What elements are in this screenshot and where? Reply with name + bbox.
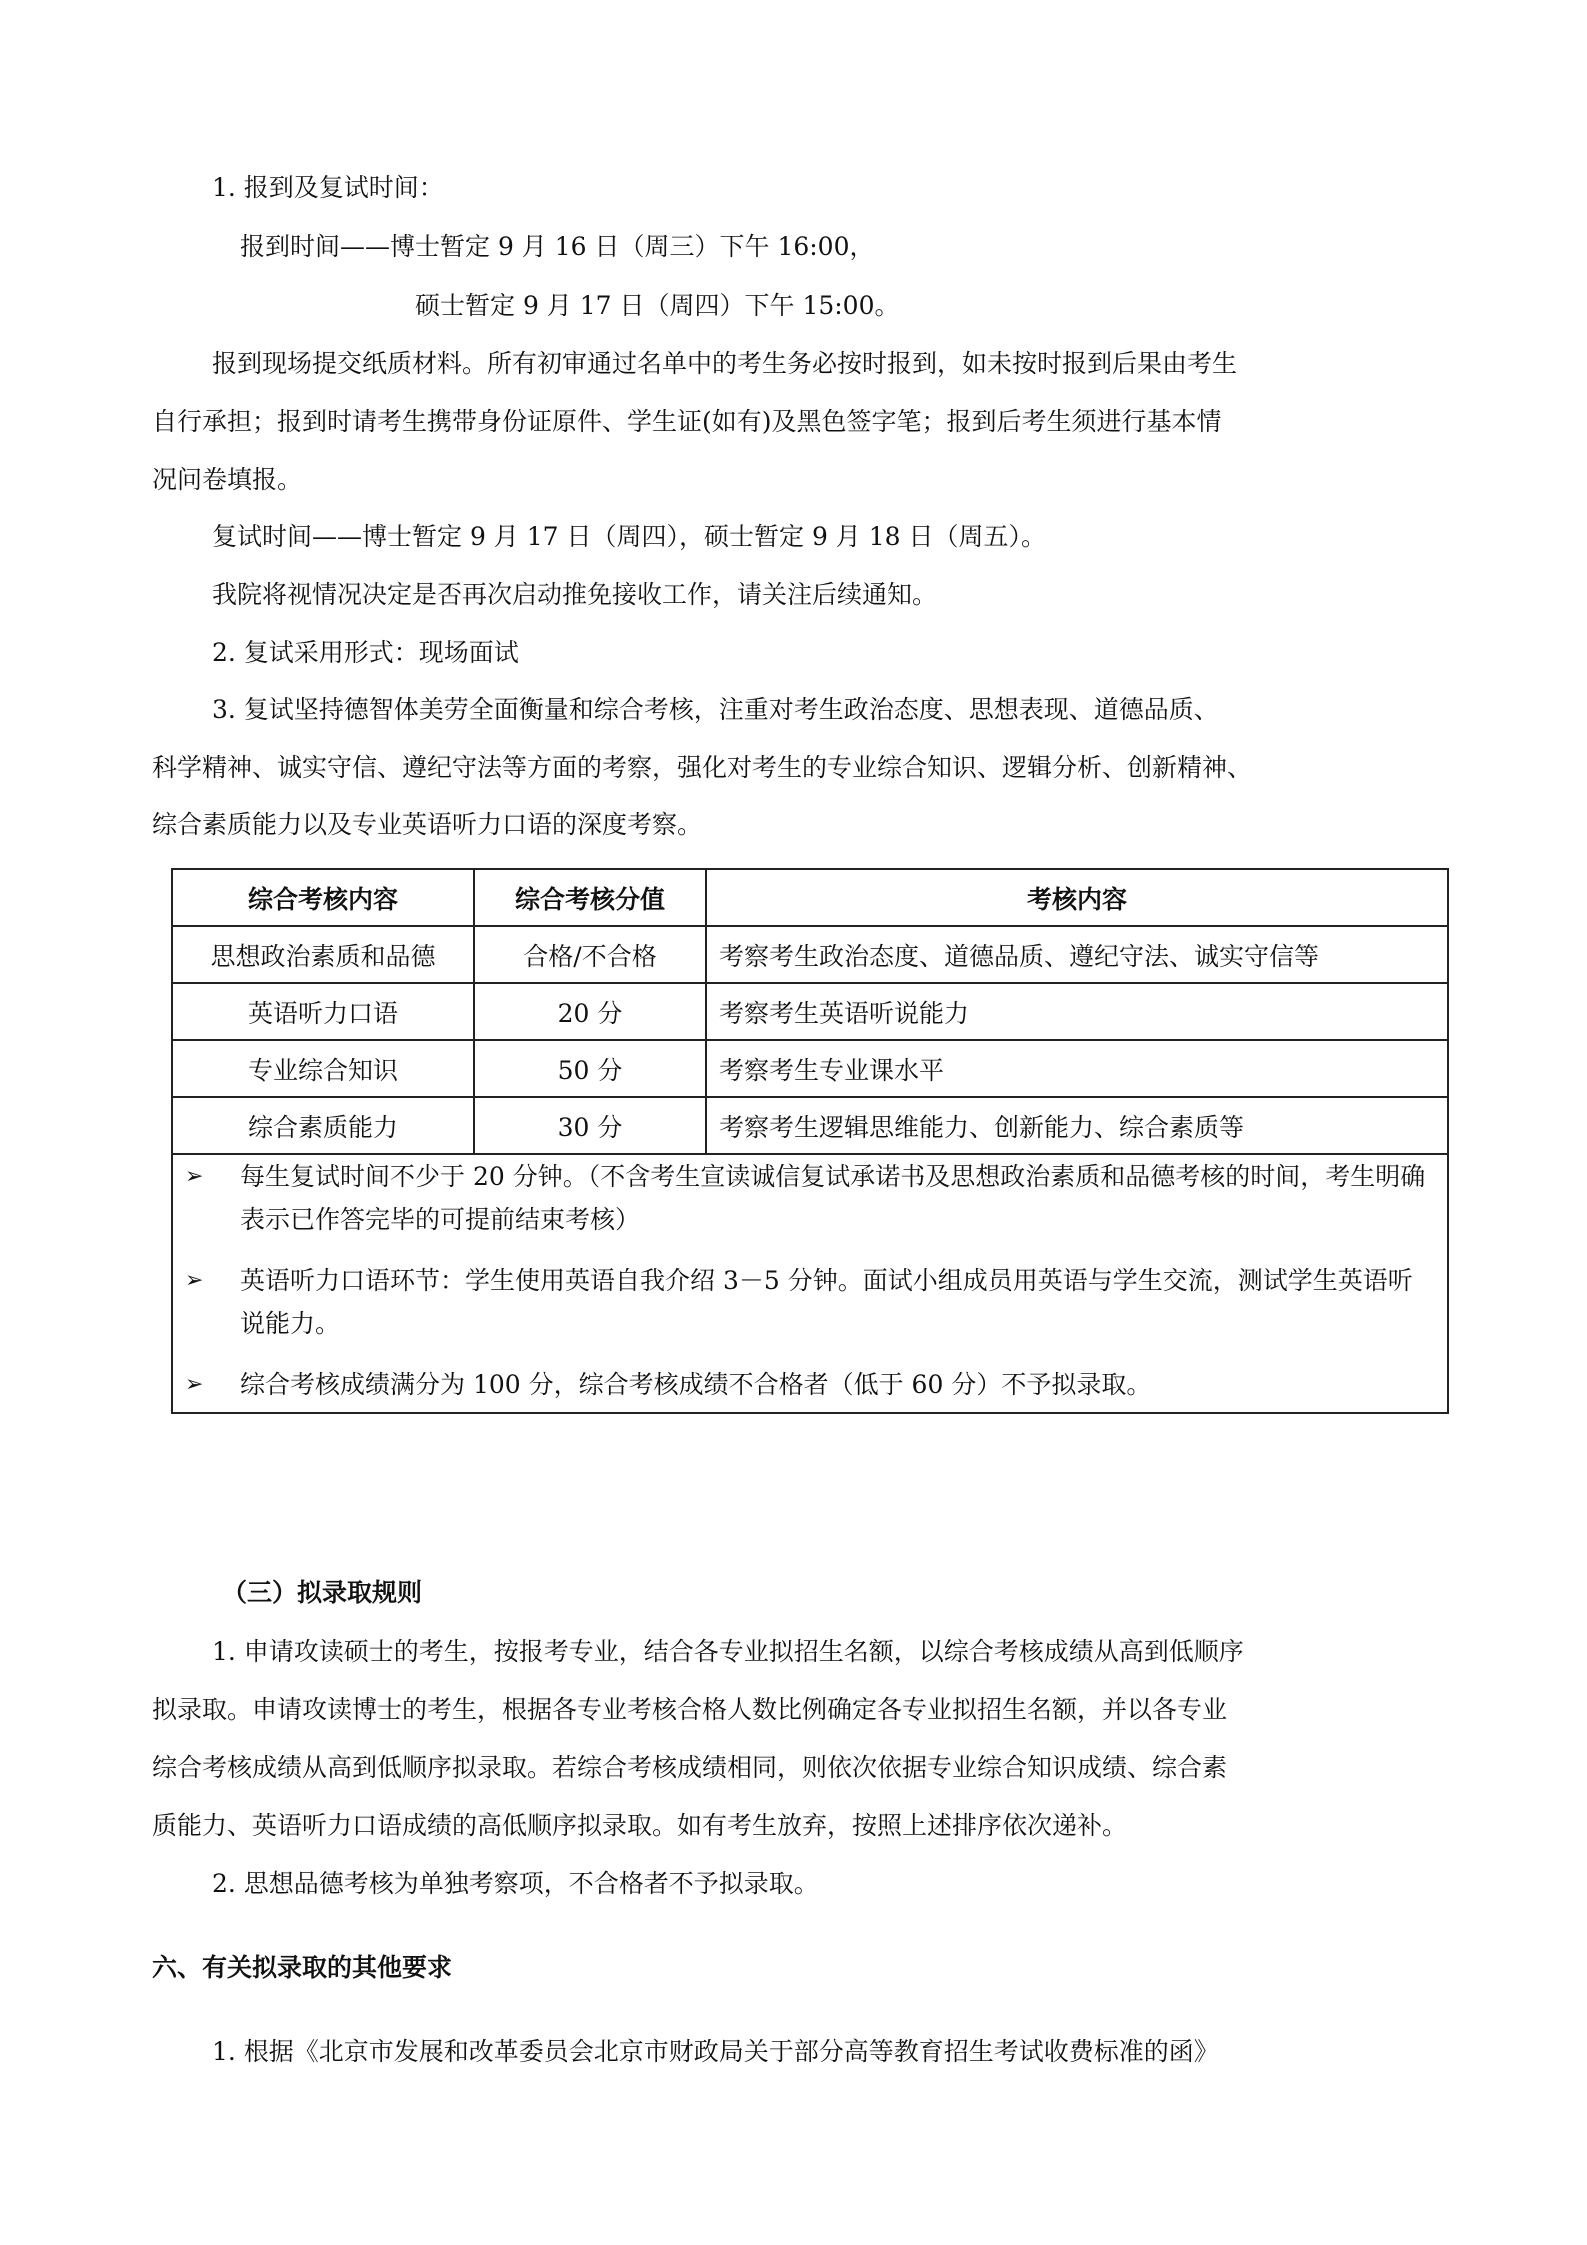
cell-item: 思想政治素质和品德 (172, 926, 474, 983)
assessment-table (171, 868, 1449, 1414)
materials-line-1: 报到现场提交纸质材料。所有初审通过名单中的考生务必按时报到，如未按时报到后果由考生 (212, 349, 1238, 378)
cell-desc: 考察考生逻辑思维能力、创新能力、综合素质等 (706, 1097, 1448, 1154)
arrow-bullet-icon: ➢ (185, 1372, 204, 1397)
header-assessment-item: 综合考核内容 (172, 869, 474, 926)
cell-desc: 考察考生政治态度、道德品质、遵纪守法、诚实守信等 (706, 926, 1448, 983)
item2-line: 2. 复试采用形式：现场面试 (212, 638, 519, 667)
table-row (172, 983, 1448, 1040)
admission-para2: 2. 思想品德考核为单独考察项，不合格者不予拟录取。 (212, 1869, 819, 1898)
note-item (185, 1259, 1435, 1345)
admission-para1-line-1: 1. 申请攻读硕士的考生，按报考专业，结合各专业拟招生名额，以综合考核成绩从高到低顺序 (212, 1637, 1244, 1666)
cell-score: 50 分 (474, 1040, 706, 1097)
section-six-heading: 六、有关拟录取的其他要求 (152, 1953, 453, 1982)
checkin-master-line: 硕士暂定 9 月 17 日（周四）下午 15:00。 (415, 291, 900, 320)
materials-line-3: 况问卷填报。 (152, 465, 303, 494)
cell-score: 20 分 (474, 983, 706, 1040)
cell-item: 英语听力口语 (172, 983, 474, 1040)
cell-desc: 考察考生专业课水平 (706, 1040, 1448, 1097)
admission-para1-line-4: 质能力、英语听力口语成绩的高低顺序拟录取。如有考生放弃，按照上述排序依次递补。 (152, 1811, 1128, 1840)
admission-para1-line-2: 拟录取。申请攻读博士的考生，根据各专业考核合格人数比例确定各专业拟招生名额，并以各专业 (152, 1695, 1228, 1724)
item3-line-3: 综合素质能力以及专业英语听力口语的深度考察。 (152, 810, 703, 839)
note-item (185, 1363, 1435, 1406)
note-item (185, 1155, 1435, 1241)
table-notes-row (172, 1154, 1448, 1413)
header-content: 考核内容 (706, 869, 1448, 926)
table-header-row (172, 869, 1448, 926)
cell-score: 30 分 (474, 1097, 706, 1154)
note-text: 综合考核成绩满分为 100 分，综合考核成绩不合格者（低于 60 分）不予拟录取。 (240, 1370, 1152, 1399)
cell-desc: 考察考生英语听说能力 (706, 983, 1448, 1040)
cell-item: 专业综合知识 (172, 1040, 474, 1097)
table-row (172, 926, 1448, 983)
table-row (172, 1040, 1448, 1097)
admission-para1-line-3: 综合考核成绩从高到低顺序拟录取。若综合考核成绩相同，则依次依据专业综合知识成绩、综合素 (152, 1753, 1228, 1782)
checkin-phd-line: 报到时间——博士暂定 9 月 16 日（周三）下午 16:00， (240, 232, 875, 261)
note-text: 英语听力口语环节：学生使用英语自我介绍 3－5 分钟。面试小组成员用英语与学生交流，测试学生英语听说能力。 (240, 1266, 1413, 1338)
table-row (172, 1097, 1448, 1154)
notice-line: 我院将视情况决定是否再次启动推免接收工作，请关注后续通知。 (212, 580, 938, 609)
materials-line-2: 自行承担；报到时请考生携带身份证原件、学生证(如有)及黑色签字笔；报到后考生须进行基本情 (152, 407, 1222, 436)
item1-heading: 1. 报到及复试时间： (212, 173, 444, 202)
section-six-item1: 1. 根据《北京市发展和改革委员会北京市财政局关于部分高等教育招生考试收费标准的函》 (212, 2037, 1219, 2066)
arrow-bullet-icon: ➢ (185, 1268, 204, 1293)
item3-line-1: 3. 复试坚持德智体美劳全面衡量和综合考核，注重对考生政治态度、思想表现、道德品质、 (212, 695, 1219, 724)
item3-line-2: 科学精神、诚实守信、遵纪守法等方面的考察，强化对考生的专业综合知识、逻辑分析、创新精神、 (152, 753, 1253, 782)
header-score: 综合考核分值 (474, 869, 706, 926)
note-text: 每生复试时间不少于 20 分钟。（不含考生宣读诚信复试承诺书及思想政治素质和品德考核的时间，考生明确表示已作答完毕的可提前结束考核） (240, 1162, 1426, 1234)
cell-score: 合格/不合格 (474, 926, 706, 983)
admission-rules-heading: （三）拟录取规则 (222, 1578, 423, 1607)
arrow-bullet-icon: ➢ (185, 1164, 204, 1189)
notes-cell (172, 1154, 1448, 1413)
cell-item: 综合素质能力 (172, 1097, 474, 1154)
retest-time-line: 复试时间——博士暂定 9 月 17 日（周四），硕士暂定 9 月 18 日（周五）。 (212, 522, 1047, 551)
